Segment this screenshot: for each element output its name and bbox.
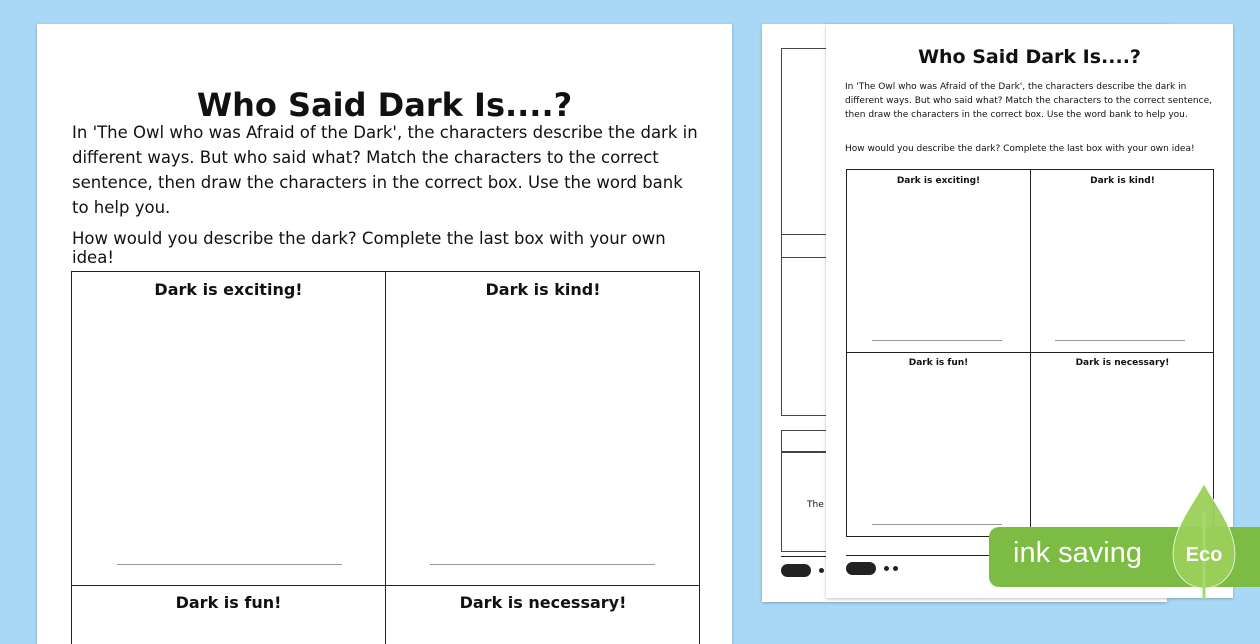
answer-line bbox=[1055, 340, 1185, 341]
answer-line bbox=[872, 524, 1002, 525]
cell-label: Dark is necessary! bbox=[1075, 358, 1170, 368]
answer-line bbox=[430, 564, 655, 565]
preview-intro: In 'The Owl who was Afraid of the Dark', the characters describe the dark in different ways. But who said what? Match the characters to the correct sentence, then draw the characters in the correct box. Use the word bank to help you. bbox=[845, 82, 1212, 120]
preview-cell-fun bbox=[847, 352, 1030, 538]
back-logo-icon bbox=[781, 564, 811, 577]
eco-label: Eco bbox=[1185, 544, 1223, 566]
front-logo-icon bbox=[846, 562, 876, 575]
answer-grid bbox=[71, 271, 700, 644]
cell-dark-is-necessary bbox=[385, 585, 701, 644]
cell-label: Dark is exciting! bbox=[896, 176, 981, 186]
main-worksheet bbox=[37, 24, 732, 644]
cell-dark-is-exciting bbox=[72, 272, 385, 585]
answer-line bbox=[872, 340, 1002, 341]
preview-cell-kind bbox=[1030, 170, 1215, 352]
preview-answer-grid bbox=[846, 169, 1214, 537]
cell-label: Dark is kind! bbox=[1090, 176, 1155, 186]
question-text: How would you describe the dark? Complete the last box with your own idea! bbox=[72, 229, 666, 267]
preview-question: How would you describe the dark? Complete the last box with your own idea! bbox=[845, 144, 1195, 154]
back-dot-icon bbox=[819, 568, 824, 573]
ink-saving-label: ink saving bbox=[1013, 537, 1142, 569]
front-dot-icon bbox=[884, 566, 889, 571]
cell-label: Dark is necessary! bbox=[459, 593, 627, 612]
cell-dark-is-fun bbox=[72, 585, 385, 644]
back-text: The bbox=[807, 500, 824, 510]
preview-title: Who Said Dark Is....? bbox=[918, 46, 1141, 68]
leaf-icon bbox=[1171, 482, 1237, 600]
cell-label: Dark is fun! bbox=[175, 593, 282, 612]
cell-label: Dark is fun! bbox=[908, 358, 969, 368]
front-dot-icon bbox=[893, 566, 898, 571]
cell-dark-is-kind bbox=[385, 272, 701, 585]
page-title: Who Said Dark Is....? bbox=[196, 86, 573, 124]
answer-line bbox=[117, 564, 342, 565]
cell-label: Dark is exciting! bbox=[154, 280, 303, 299]
cell-label: Dark is kind! bbox=[485, 280, 601, 299]
intro-text: In 'The Owl who was Afraid of the Dark', the characters describe the dark in different ways. But who said what? Match the characters to the correct sentence, then draw the characters in the correct box. Use the word bank to help you. bbox=[72, 123, 698, 217]
preview-cell-exciting bbox=[847, 170, 1030, 352]
